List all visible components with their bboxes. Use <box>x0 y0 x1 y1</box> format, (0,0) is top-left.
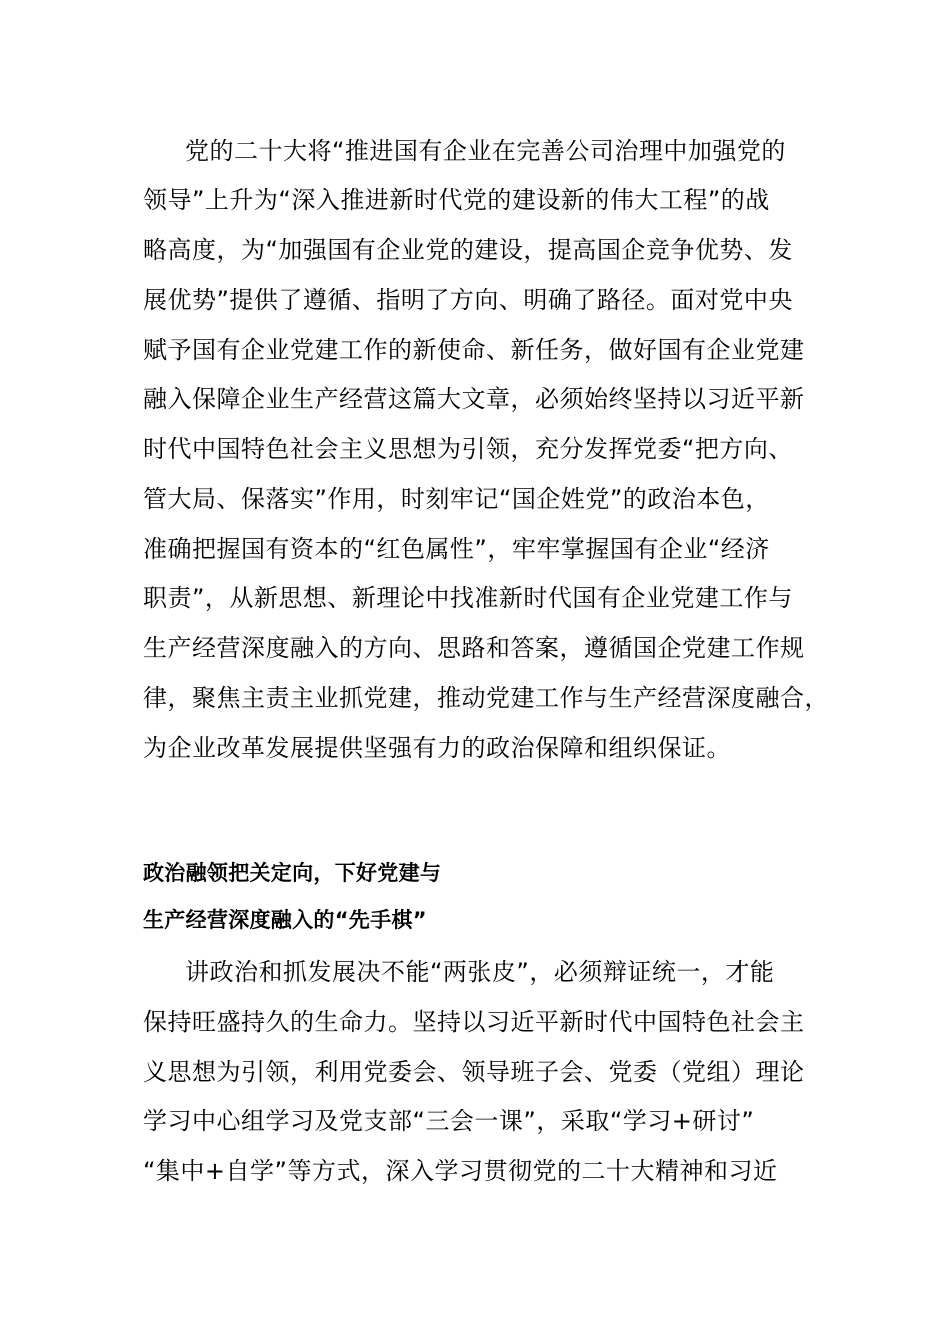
paragraph-2-line-2: 保持旺盛持久的生命力。坚持以习近平新时代中国特色社会主 <box>143 1008 805 1036</box>
paragraph-1-line-10: 职责”，从新思想、新理论中找准新时代国有企业党建工作与 <box>143 584 793 612</box>
paragraph-1-line-6: 融入保障企业生产经营这篇大文章，必须始终坚持以习近平新 <box>143 385 805 413</box>
paragraph-1-line-1: 党的二十大将“推进国有企业在完善公司治理中加强党的 <box>185 137 786 165</box>
paragraph-1-line-4: 展优势”提供了遵循、指明了方向、明确了路径。面对党中央 <box>143 286 793 314</box>
paragraph-1-line-2: 领导”上升为“深入推进新时代党的建设新的伟大工程”的战 <box>143 186 770 214</box>
paragraph-1-line-3: 略高度，为“加强国有企业党的建设，提高国企竞争优势、发 <box>143 236 793 264</box>
paragraph-2-line-4: 学习中心组学习及党支部“三会一课”，采取“学习+研讨” <box>143 1107 755 1135</box>
paragraph-1-line-12: 律，聚焦主责主业抓党建，推动党建工作与生产经营深度融合， <box>143 684 829 712</box>
section-heading-line-2: 生产经营深度融入的“先手棋” <box>143 908 427 932</box>
paragraph-2-line-5: “集中+自学”等方式，深入学习贯彻党的二十大精神和习近 <box>143 1157 778 1185</box>
paragraph-1-line-5: 赋予国有企业党建工作的新使命、新任务，做好国有企业党建 <box>143 336 805 364</box>
section-heading-line-1: 政治融领把关定向，下好党建与 <box>143 861 442 885</box>
paragraph-1-line-8: 管大局、保落实”作用，时刻牢记“国企姓党”的政治本色， <box>143 485 770 513</box>
paragraph-1-line-11: 生产经营深度融入的方向、思路和答案，遵循国企党建工作规 <box>143 634 805 662</box>
paragraph-2-line-1: 讲政治和抓发展决不能“两张皮”，必须辩证统一，才能 <box>185 958 775 986</box>
paragraph-2-line-3: 义思想为引领，利用党委会、领导班子会、党委（党组）理论 <box>143 1058 805 1086</box>
paragraph-1-line-13: 为企业改革发展提供坚强有力的政治保障和组织保证。 <box>143 734 731 762</box>
paragraph-1-line-7: 时代中国特色社会主义思想为引领，充分发挥党委“把方向、 <box>143 435 793 463</box>
paragraph-1-line-9: 准确把握国有资本的“红色属性”，牢牢掌握国有企业“经济 <box>143 535 770 563</box>
